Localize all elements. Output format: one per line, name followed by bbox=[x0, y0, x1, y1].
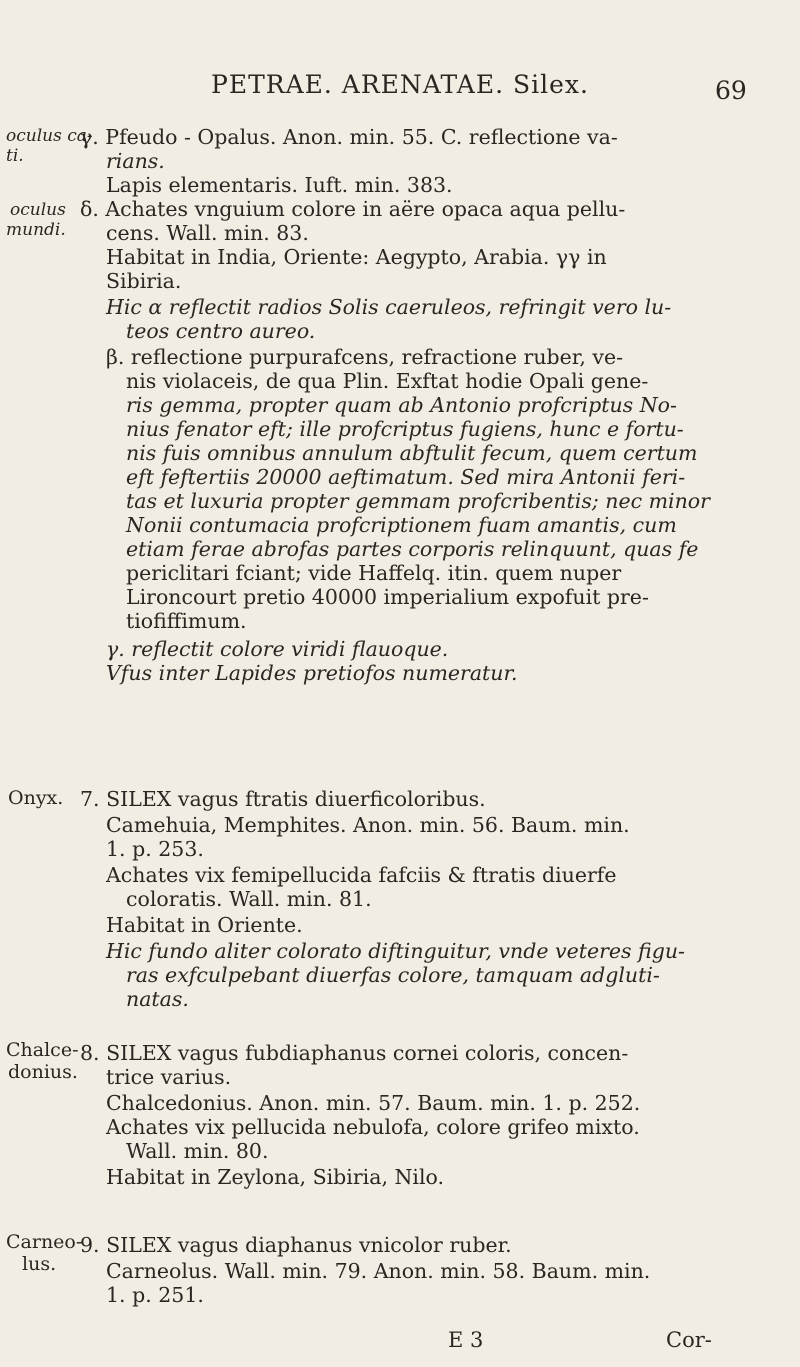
text-line: tiofiffimum. bbox=[126, 609, 247, 633]
text-line: Vfus inter Lapides pretiofos numeratur. bbox=[106, 661, 518, 685]
text-line: δ. Achates vnguium colore in aëre opaca aqua pellu- bbox=[80, 197, 626, 221]
text-line: ras exfculpebant diuerfas colore, tamquam adgluti- bbox=[126, 963, 660, 987]
text-line: 1. p. 251. bbox=[106, 1283, 204, 1307]
text-line: Lapis elementaris. Iuft. min. 383. bbox=[106, 173, 453, 197]
text-line: Achates vix femipellucida fafciis & ftratis diuerfe bbox=[106, 863, 617, 887]
text-line: Habitat in India, Oriente: Aegypto, Arabia. γγ in bbox=[106, 245, 607, 269]
text-line: tas et luxuria propter gemmam profcribentis; nec minor bbox=[126, 489, 710, 513]
text-line: natas. bbox=[126, 987, 189, 1011]
margin-label: Chalce- bbox=[6, 1039, 79, 1061]
catchword: Cor- bbox=[666, 1328, 712, 1352]
text-line: 7. SILEX vagus ftratis diuerficoloribus. bbox=[80, 787, 486, 811]
running-header: PETRAE. ARENATAE. Silex. bbox=[211, 70, 589, 99]
text-line: Nonii contumacia profcriptionem fuam amantis, cum bbox=[126, 513, 677, 537]
text-line: nius fenator eft; ille profcriptus fugiens, hunc e fortu- bbox=[126, 417, 684, 441]
text-line: eft feftertiis 20000 aeftimatum. Sed mira Antonii feri- bbox=[126, 465, 686, 489]
text-line: Habitat in Zeylona, Sibiria, Nilo. bbox=[106, 1165, 445, 1189]
margin-label: ti. bbox=[6, 146, 24, 166]
margin-label: Onyx. bbox=[8, 787, 64, 809]
text-line: Hic α reflectit radios Solis caeruleos, refringit vero lu- bbox=[106, 295, 672, 319]
text-line: rians. bbox=[106, 149, 165, 173]
text-line: teos centro aureo. bbox=[126, 319, 316, 343]
page-number: 69 bbox=[715, 76, 747, 105]
margin-label: mundi. bbox=[6, 220, 66, 240]
text-line: Camehuia, Memphites. Anon. min. 56. Baum. min. bbox=[106, 813, 630, 837]
text-line: Sibiria. bbox=[106, 269, 182, 293]
text-line: 1. p. 253. bbox=[106, 837, 204, 861]
text-line: etiam ferae abrofas partes corporis relinquunt, quas fe bbox=[126, 537, 699, 561]
text-line: γ. reflectit colore viridi flauoque. bbox=[106, 637, 449, 661]
margin-label: lus. bbox=[22, 1253, 57, 1275]
text-line: 8. SILEX vagus fubdiaphanus cornei coloris, concen- bbox=[80, 1041, 629, 1065]
text-line: nis violaceis, de qua Plin. Exftat hodie Opali gene- bbox=[126, 369, 649, 393]
text-line: Wall. min. 80. bbox=[126, 1139, 269, 1163]
text-line: coloratis. Wall. min. 81. bbox=[126, 887, 372, 911]
signature-mark: E 3 bbox=[448, 1328, 484, 1352]
margin-label: Carneo- bbox=[6, 1231, 83, 1253]
margin-label: oculus ca- bbox=[6, 126, 93, 146]
text-line: nis fuis omnibus annulum abftulit fecum, quem certum bbox=[126, 441, 698, 465]
text-line: Habitat in Oriente. bbox=[106, 913, 303, 937]
text-line: ris gemma, propter quam ab Antonio profcriptus No- bbox=[126, 393, 677, 417]
text-line: β. reflectione purpurafcens, refractione ruber, ve- bbox=[106, 345, 624, 369]
text-line: periclitari fciant; vide Haffelq. itin. quem nuper bbox=[126, 561, 622, 585]
text-line: Achates vix pellucida nebulofa, colore grifeo mixto. bbox=[106, 1115, 640, 1139]
margin-label: oculus bbox=[10, 200, 66, 220]
text-line: Carneolus. Wall. min. 79. Anon. min. 58. Baum. min. bbox=[106, 1259, 651, 1283]
text-line: Lironcourt pretio 40000 imperialium expofuit pre- bbox=[126, 585, 649, 609]
text-line: Chalcedonius. Anon. min. 57. Baum. min. 1. p. 252. bbox=[106, 1091, 641, 1115]
text-line: γ. Pfeudo - Opalus. Anon. min. 55. C. reflectione va- bbox=[80, 125, 618, 149]
text-line: 9. SILEX vagus diaphanus vnicolor ruber. bbox=[80, 1233, 512, 1257]
text-line: cens. Wall. min. 83. bbox=[106, 221, 309, 245]
text-line: Hic fundo aliter colorato diftinguitur, vnde veteres figu- bbox=[106, 939, 685, 963]
margin-label: donius. bbox=[8, 1061, 78, 1083]
text-line: trice varius. bbox=[106, 1065, 232, 1089]
